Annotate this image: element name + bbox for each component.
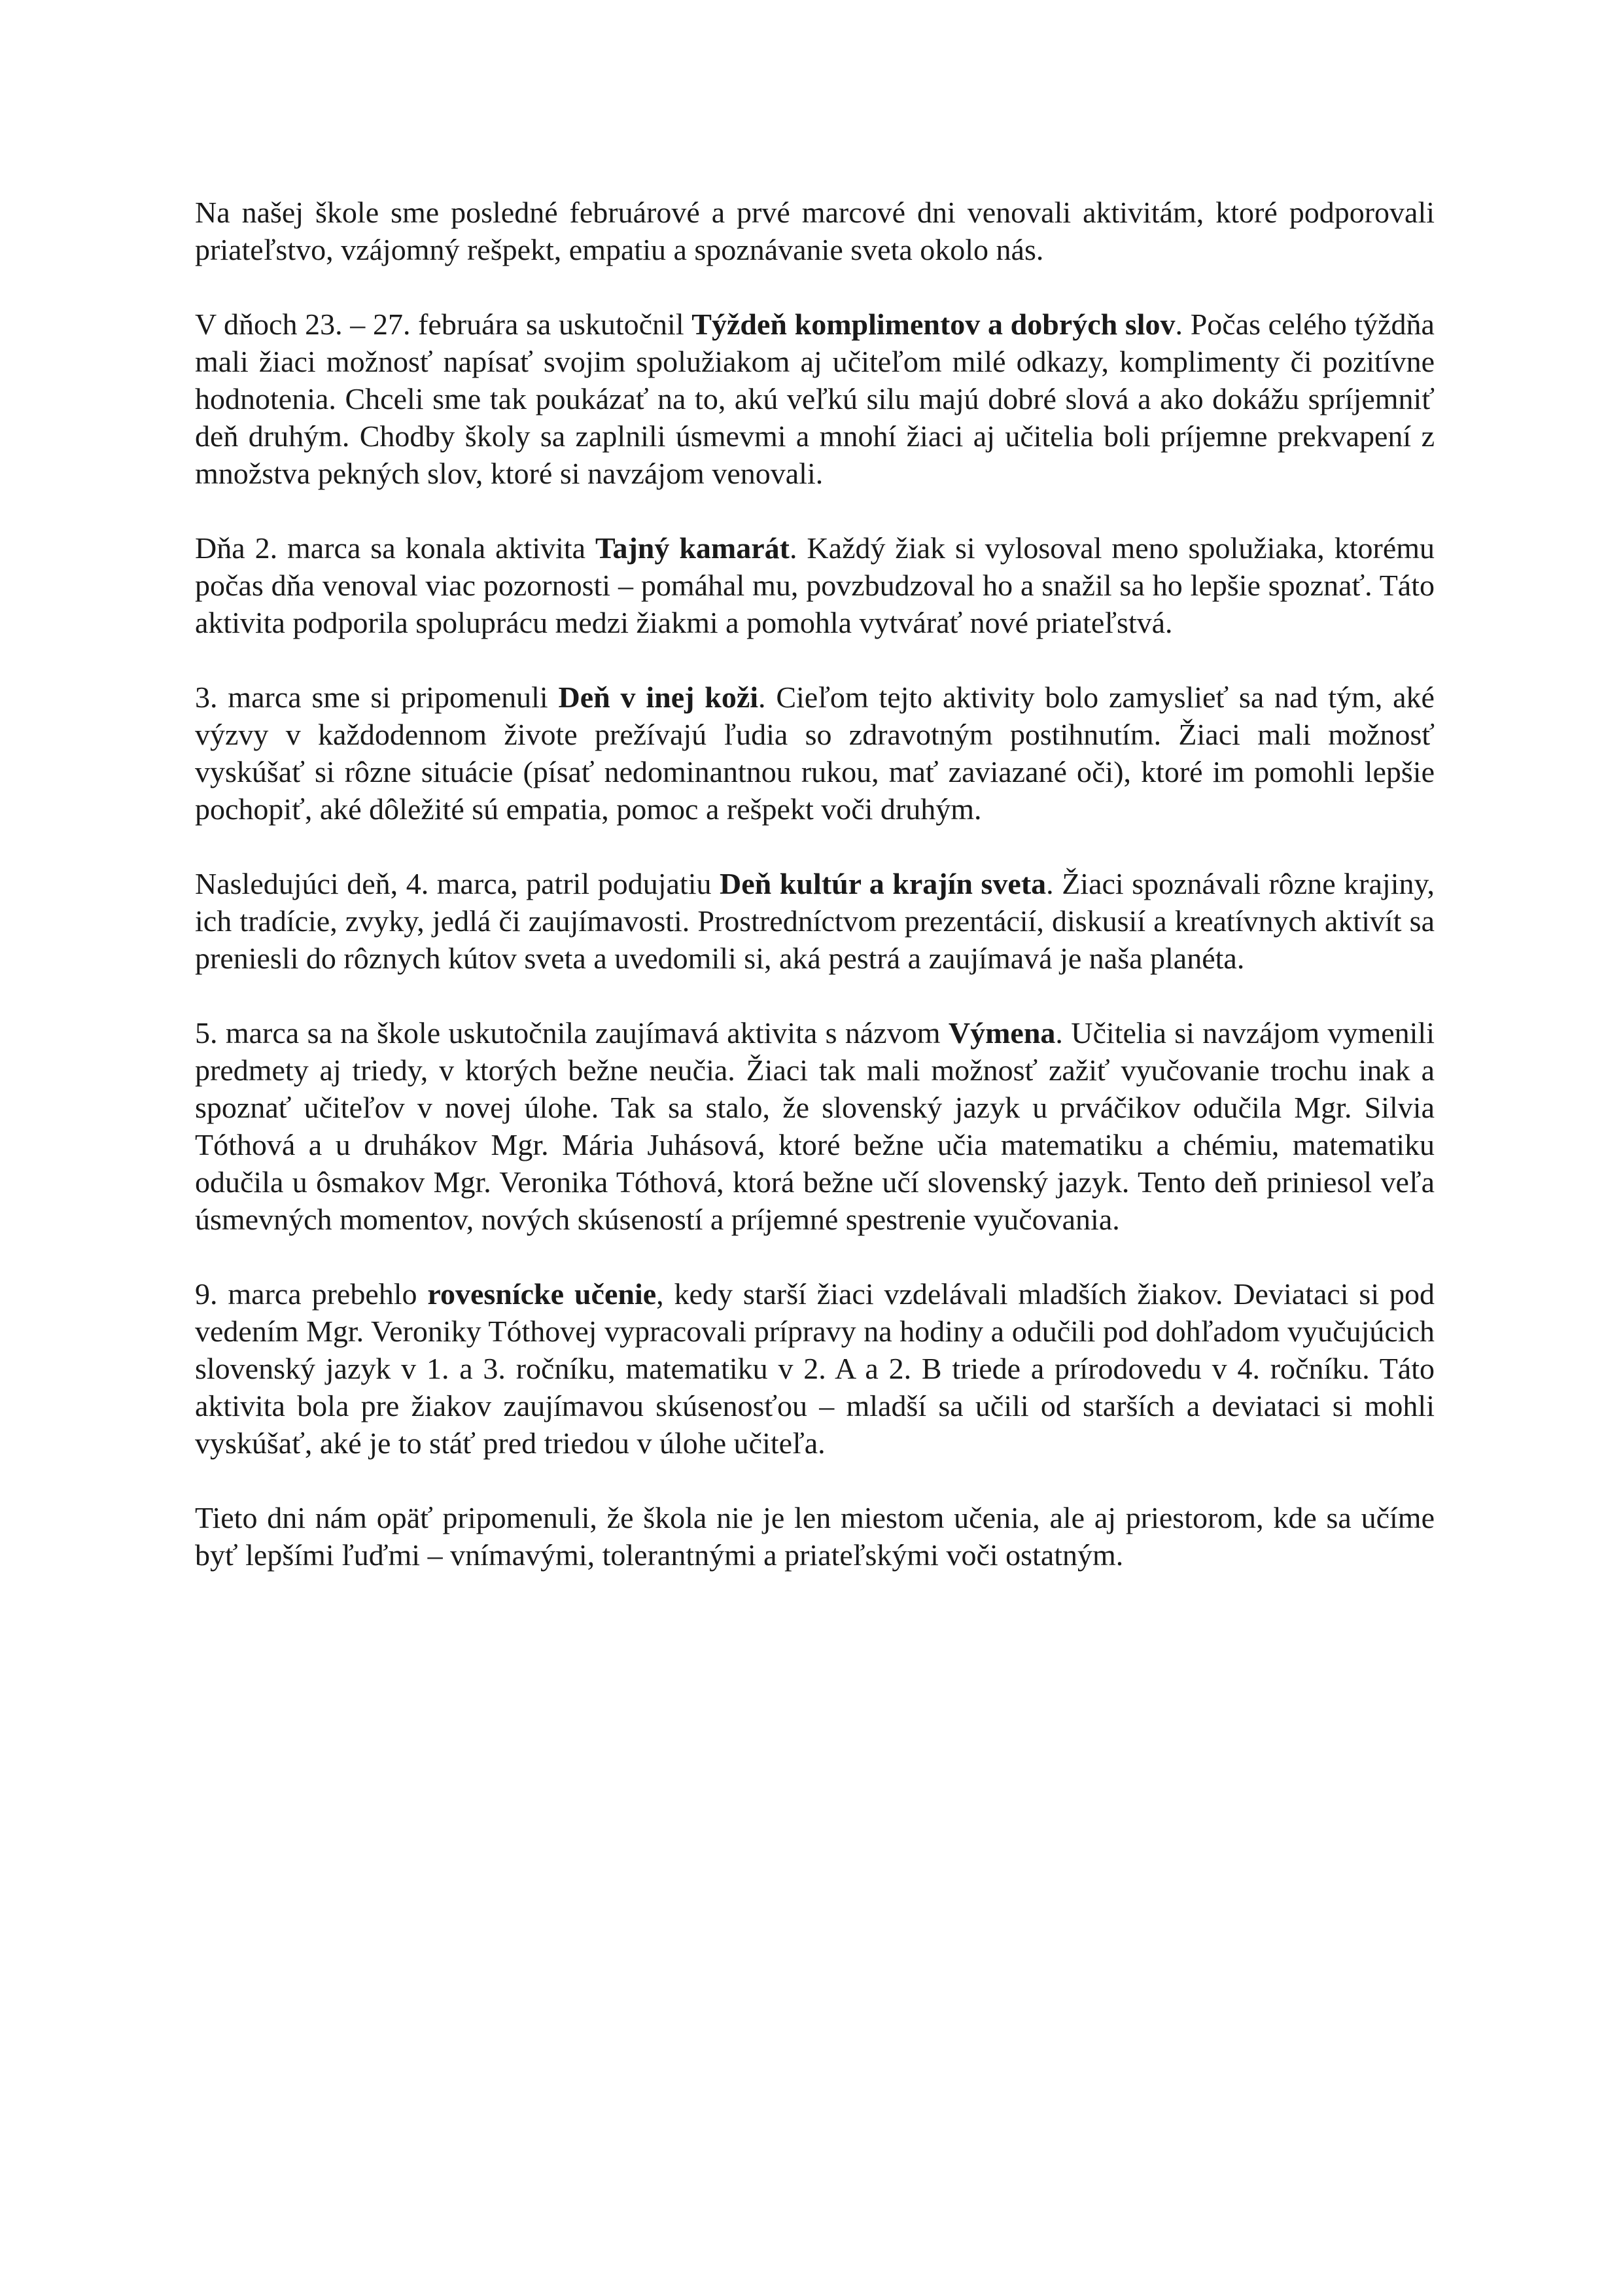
paragraph-text: . Každý žiak si vylosoval meno spolužiaka, ktorému počas dňa venoval viac pozornosti – pomáhal mu, povzbudzoval ho a snažil sa ho lepšie spoznať. Táto aktivita podporila spoluprácu medzi žiakmi a pomohla vytvárať nové priateľstvá. [195, 531, 1435, 639]
paragraph-text: . Učitelia si navzájom vymenili predmety aj triedy, v ktorých bežne neučia. Žiaci tak mali možnosť zažiť vyučovanie trochu inak a spoznať učiteľov v novej úlohe. Tak sa stalo, že slovenský jazyk u prváčikov odučila Mgr. Silvia Tóthová a u druhákov Mgr. Mária Juhásová, ktoré bežne učia matematiku a chémiu, matematiku odučila u ôsmakov Mgr. Veronika Tóthová, ktorá bežne učí slovenský jazyk. Tento deň priniesol veľa úsmevných momentov, nových skúseností a príjemné spestrenie vyučovania. [195, 1016, 1435, 1236]
document-body [195, 194, 1435, 1574]
paragraph-secret-friend [195, 529, 1435, 641]
activity-name-cultures-day: Deň kultúr a krajín sveta [720, 867, 1047, 900]
paragraph-text: . Počas celého týždňa mali žiaci možnosť napísať svojim spolužiakom aj učiteľom milé odkazy, komplimenty či pozitívne hodnotenia. Chceli sme tak poukázať na to, akú veľkú silu majú dobré slová a ako dokážu spríjemniť deň druhým. Chodby školy sa zaplnili úsmevmi a mnohí žiaci aj učitelia boli príjemne prekvapení z množstva pekných slov, ktoré si navzájom venovali. [195, 308, 1435, 490]
paragraph-text: V dňoch 23. – 27. februára sa uskutočnil [195, 308, 692, 341]
paragraph-text: 5. marca sa na škole uskutočnila zaujímavá aktivita s názvom [195, 1016, 949, 1050]
paragraph-text: 3. marca sme si pripomenuli [195, 680, 559, 714]
paragraph-text: Dňa 2. marca sa konala aktivita [195, 531, 596, 565]
paragraph-text: Tieto dni nám opäť pripomenuli, že škola nie je len miestom učenia, ale aj priestorom, kde sa učíme byť lepšími ľuďmi – vnímavými, tolerantnými a priateľskými voči ostatným. [195, 1501, 1435, 1572]
activity-name-compliments-week: Týždeň komplimentov a dobrých slov [691, 308, 1176, 341]
paragraph-cultures-day [195, 865, 1435, 977]
paragraph-text: 9. marca prebehlo [195, 1277, 428, 1311]
activity-name-exchange: Výmena [948, 1016, 1056, 1050]
activity-name-secret-friend: Tajný kamarát [595, 531, 790, 565]
paragraph-exchange [195, 1014, 1435, 1238]
paragraph-text: . Cieľom tejto aktivity bolo zamyslieť sa nad tým, aké výzvy v každodennom živote prežívajú ľudia so zdravotným postihnutím. Žiaci mali možnosť vyskúšať si rôzne situácie (písať nedominantnou rukou, mať zaviazané oči), ktoré im pomohli lepšie pochopiť, aké dôležité sú empatia, pomoc a rešpekt voči druhým. [195, 680, 1435, 826]
activity-name-other-skin-day: Deň v inej koži [558, 680, 759, 714]
paragraph-peer-learning [195, 1275, 1435, 1462]
paragraph-text: Na našej škole sme posledné februárové a prvé marcové dni venovali aktivitám, ktoré podporovali priateľstvo, vzájomný rešpekt, empatiu a spoznávanie sveta okolo nás. [195, 196, 1435, 266]
paragraph-intro [195, 194, 1435, 268]
paragraph-text: Nasledujúci deň, 4. marca, patril podujatiu [195, 867, 720, 900]
activity-name-peer-learning: rovesnícke učenie [427, 1277, 657, 1311]
paragraph-compliments-week [195, 306, 1435, 492]
paragraph-text: . Žiaci spoznávali rôzne krajiny, ich tradície, zvyky, jedlá či zaujímavosti. Prostredníctvom prezentácií, diskusií a kreatívnych aktivít sa preniesli do rôznych kútov sveta a uvedomili si, aká pestrá a zaujímavá je naša planéta. [195, 867, 1435, 975]
paragraph-text: , kedy starší žiaci vzdelávali mladších žiakov. Deviataci si pod vedením Mgr. Veroniky Tóthovej vypracovali prípravy na hodiny a odučili pod dohľadom vyučujúcich slovenský jazyk v 1. a 3. ročníku, matematiku v 2. A a 2. B triede a prírodovedu v 4. ročníku. Táto aktivita bola pre žiakov zaujímavou skúsenosťou – mladší sa učili od starších a deviataci si mohli vyskúšať, aké je to stáť pred triedou v úlohe učiteľa. [195, 1277, 1435, 1460]
paragraph-conclusion [195, 1499, 1435, 1574]
paragraph-other-skin-day [195, 679, 1435, 828]
